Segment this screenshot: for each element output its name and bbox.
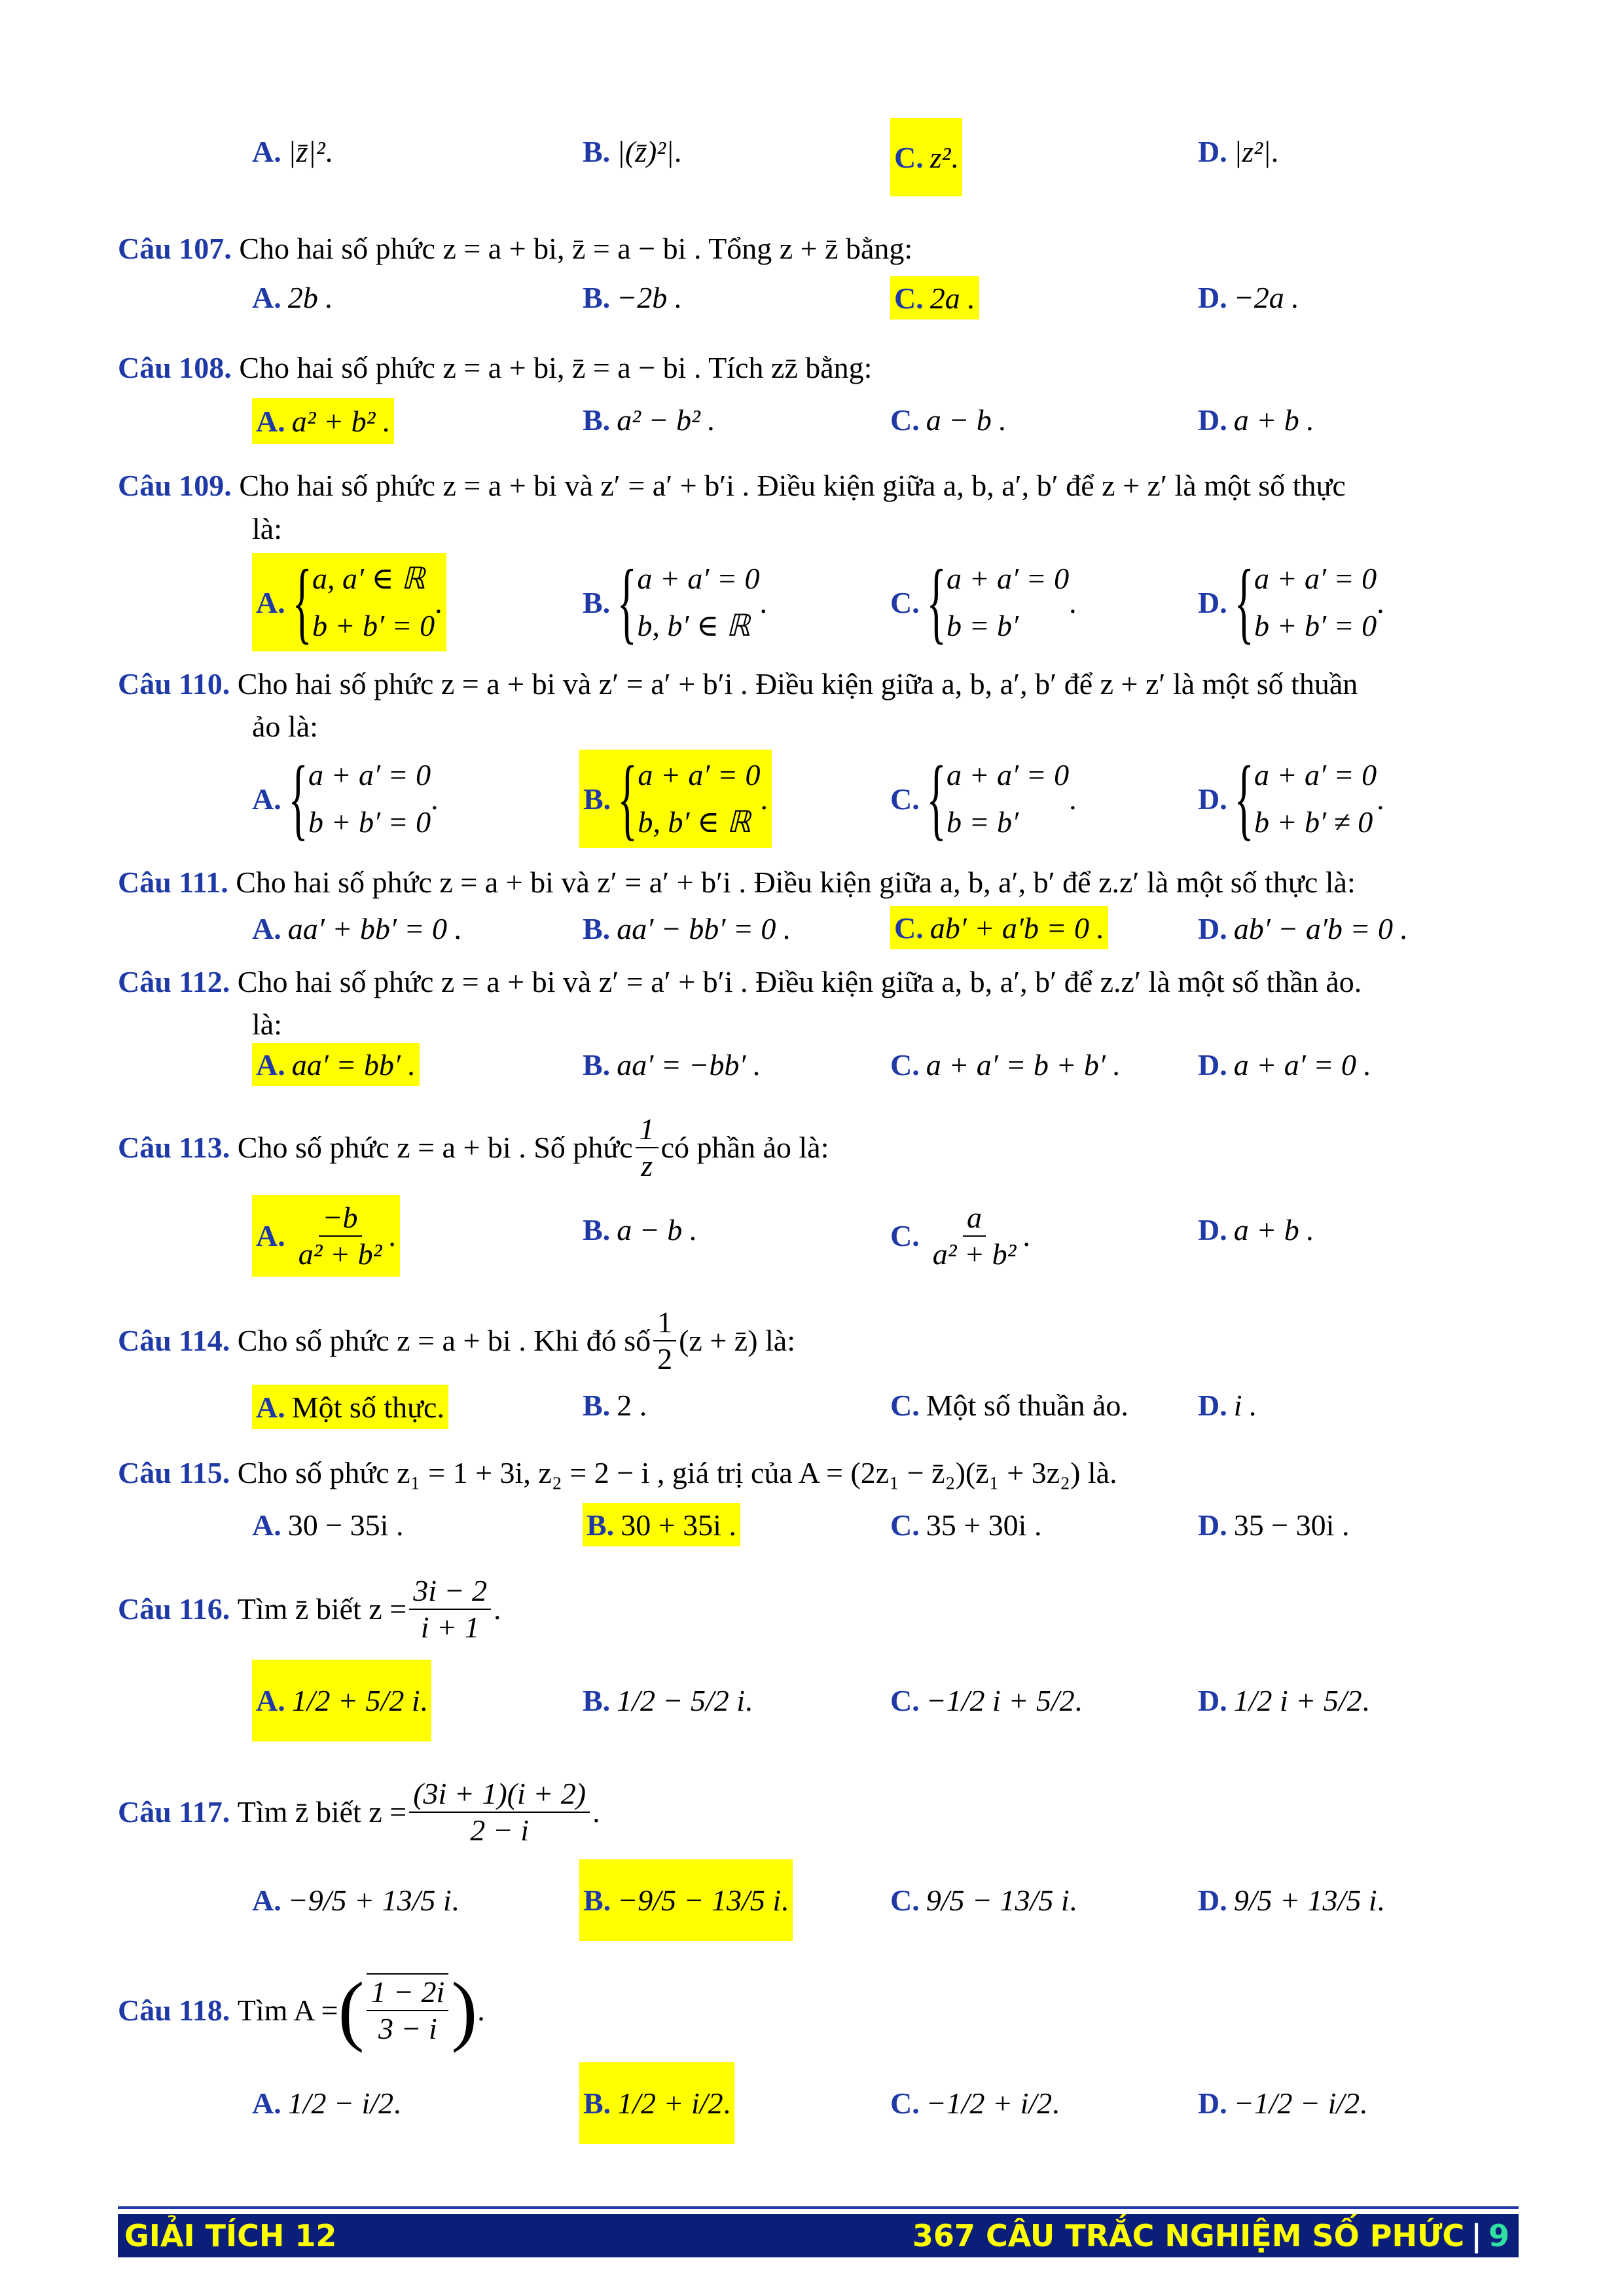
q109-option-b: B. { a + a′ = 0 b, b′ ∈ ℝ . xyxy=(583,551,768,653)
q118-option-b: B. 1/2 + i/2 . xyxy=(579,2062,734,2144)
question-115: Câu 115. Cho số phức z₁ = 1 + 3i, z₂ = 2 − i , giá trị của A = (2z₁ − z̄₂)(z̄₁ + 3z₂) là. xyxy=(118,1456,1117,1489)
q109-option-a: A. { a, a′ ∈ ℝ b + b′ = 0 . xyxy=(252,553,446,651)
q108-option-d: D. a + b . xyxy=(1198,403,1314,437)
q112-option-d: D. a + a′ = 0 . xyxy=(1198,1048,1371,1082)
q113-option-a: A. $\frac{-b}{\text{a² + b²}}$ . xyxy=(252,1195,400,1277)
page-number: 9 xyxy=(1488,2218,1509,2253)
question-110: Câu 110. Cho hai số phức z = a + bi và z′ = a′ + b′i . Điều kiện giữa a, b, a′, b′ để z + z′ là một số thuần xyxy=(118,667,1358,701)
q115-option-d: D. 35 − 30i . xyxy=(1198,1508,1350,1542)
q111-option-b: B. aa′ − bb′ = 0 . xyxy=(583,912,791,945)
q116-option-a: A. 1/2 + 5/2 i . xyxy=(252,1660,431,1741)
q108-option-b: B. a² − b² . xyxy=(583,403,715,437)
q117-option-a: A. −9/5 + 13/5 i . xyxy=(252,1884,460,1917)
q110-option-c: C. { a + a′ = 0 b = b′ . xyxy=(890,748,1077,849)
q114-option-a: A. Một số thực. xyxy=(252,1385,448,1429)
q112-option-b: B. aa′ = −bb′ . xyxy=(583,1048,761,1082)
q114-option-d: D. i . xyxy=(1198,1389,1257,1422)
footer-separator: | xyxy=(1471,2218,1482,2253)
question-110-cont: ảo là: xyxy=(252,710,318,743)
q114-option-b: B. 2 . xyxy=(583,1389,647,1422)
q117-option-c: C. 9/5 − 13/5 i . xyxy=(890,1884,1077,1917)
q113-option-b: B. a − b . xyxy=(583,1213,698,1247)
question-111: Câu 111. Cho hai số phức z = a + bi và z′ = a′ + b′i . Điều kiện giữa a, b, a′, b′ để z.z′ là một số thực là: xyxy=(118,866,1356,899)
q107-option-a: A. 2b . xyxy=(252,281,333,314)
question-112-cont: là: xyxy=(252,1008,282,1041)
q107-option-c: C. 2a . xyxy=(890,276,979,319)
q116-option-b: B. 1/2 − 5/2 i . xyxy=(583,1684,753,1717)
q109-option-c: C. { a + a′ = 0 b = b′ . xyxy=(890,551,1077,653)
q108-option-c: C. a − b . xyxy=(890,403,1007,437)
q117-option-d: D. 9/5 + 13/5 i . xyxy=(1198,1884,1385,1917)
q118-option-c: C. −1/2 + i/2 . xyxy=(890,2086,1060,2120)
q115-option-b: B. 30 + 35i . xyxy=(583,1503,740,1546)
question-113: Câu 113. Cho số phức z = a + bi . Số phức $\frac{1}{z}$ có phần ảo là: xyxy=(118,1112,829,1182)
question-116: Câu 116. Tìm z̄ biết z = $\frac{3i - 2}{i + 1}$ . xyxy=(118,1573,501,1644)
q108-option-a: A. a² + b² . xyxy=(252,398,394,444)
page-footer xyxy=(118,2214,1519,2257)
footer-right-title: 367 CÂU TRẮC NGHIỆM SỐ PHỨC xyxy=(912,2218,1465,2253)
footer-right xyxy=(912,2218,1519,2253)
question-112: Câu 112. Cho hai số phức z = a + bi và z′ = a′ + b′i . Điều kiện giữa a, b, a′, b′ để z.z′ là một số thần ảo. xyxy=(118,965,1362,998)
q116-option-d: D. 1/2 i + 5/2 . xyxy=(1198,1684,1370,1717)
question-118: Câu 118. Tìm A = ( $\frac{1 - 2i}{3 - i}$ ) . xyxy=(118,1966,485,2053)
question-109-cont: là: xyxy=(252,512,282,545)
question-114: Câu 114. Cho số phức z = a + bi . Khi đó số $\frac{1}{2}$ (z + z̄) là: xyxy=(118,1305,795,1376)
question-107: Câu 107. Cho hai số phức z = a + bi, z̄ = a − bi . Tổng z + z̄ bằng: xyxy=(118,232,913,265)
question-108: Câu 108. Cho hai số phức z = a + bi, z̄ = a − bi . Tích zz̄ bằng: xyxy=(118,351,873,384)
footer-left-title: GIẢI TÍCH 12 xyxy=(124,2218,337,2253)
q113-option-c: C. $\frac{a}{\text{a² + b²}}$ . xyxy=(890,1200,1030,1271)
q107-option-d: D. −2a . xyxy=(1198,281,1299,314)
q111-option-a: A. aa′ + bb′ = 0 . xyxy=(252,912,462,945)
q114-option-c: C. Một số thuần ảo. xyxy=(890,1389,1128,1422)
question-117: Câu 117. Tìm z̄ biết z = $\frac{(3i + 1)(i + 2)}{2 - i}$ . xyxy=(118,1776,600,1847)
q110-option-a: A. { a + a′ = 0 b + b′ = 0 . xyxy=(252,748,439,849)
question-109: Câu 109. Cho hai số phức z = a + bi và z′ = a′ + b′i . Điều kiện giữa a, b, a′, b′ để z + z′ là một số thực xyxy=(118,469,1346,502)
top-option-d: D. |z²| . xyxy=(1198,135,1279,168)
q107-option-b: B. −2b . xyxy=(583,281,683,314)
q109-option-d: D. { a + a′ = 0 b + b′ = 0 . xyxy=(1198,551,1384,653)
q118-option-a: A. 1/2 − i/2 . xyxy=(252,2086,401,2120)
top-option-a: A. |z̄|² . xyxy=(252,135,333,168)
q110-option-b: B. { a + a′ = 0 b, b′ ∈ ℝ . xyxy=(579,750,772,848)
top-option-b: B. |(z̄)²| . xyxy=(583,135,682,168)
q113-option-d: D. a + b . xyxy=(1198,1213,1314,1247)
q112-option-a: A. aa′ = bb′ . xyxy=(252,1043,420,1086)
footer-divider xyxy=(118,2206,1519,2209)
q112-option-c: C. a + a′ = b + b′ . xyxy=(890,1048,1121,1082)
top-option-c: C. z² . xyxy=(890,118,962,196)
q115-option-c: C. 35 + 30i . xyxy=(890,1508,1042,1542)
q110-option-d: D. { a + a′ = 0 b + b′ ≠ 0 . xyxy=(1198,748,1384,849)
q117-option-b: B. −9/5 − 13/5 i . xyxy=(579,1859,793,1941)
q111-option-d: D. ab′ − a′b = 0 . xyxy=(1198,912,1408,945)
q111-option-c: C. ab′ + a′b = 0 . xyxy=(890,906,1108,949)
q115-option-a: A. 30 − 35i . xyxy=(252,1508,404,1542)
q116-option-c: C. −1/2 i + 5/2 . xyxy=(890,1684,1083,1717)
q118-option-d: D. −1/2 − i/2 . xyxy=(1198,2086,1367,2120)
